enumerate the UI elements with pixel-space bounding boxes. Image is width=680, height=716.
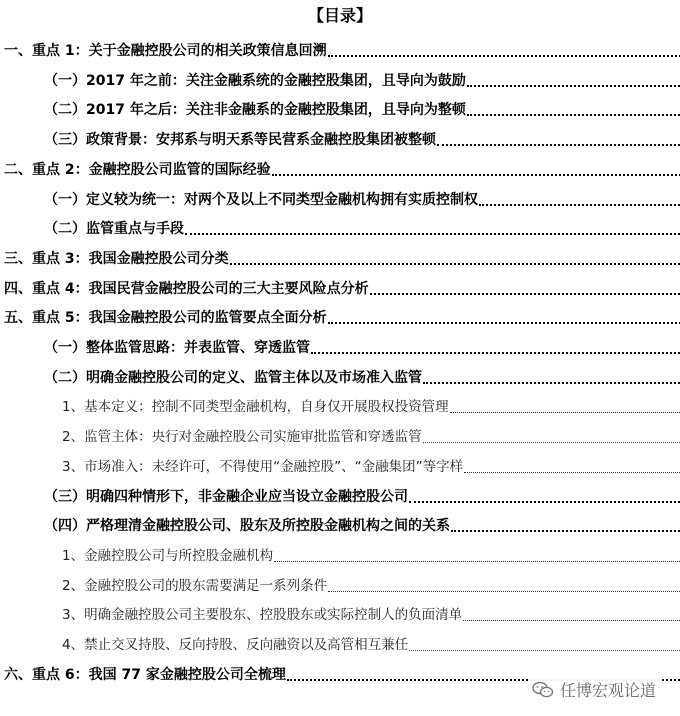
toc-entry-text: （三）明确四种情形下，非金融企业应当设立金融控股公司 [44,489,408,505]
watermark [528,676,660,703]
toc-entry[interactable] [0,544,680,566]
toc-entry[interactable] [0,98,680,120]
toc-leader-dots [479,204,680,206]
toc-entry[interactable] [0,514,680,536]
toc-entry-text: 五、重点 5：我国金融控股公司的监管要点全面分析 [4,310,327,326]
toc-entry[interactable] [0,69,680,91]
toc-entry-text: （二）监管重点与手段 [44,221,184,237]
toc-entry-text: （一）2017 年之前：关注金融系统的金融控股集团，且导向为鼓励 [44,73,466,89]
toc-entry[interactable] [0,217,680,239]
toc-entry-text: 3、明确金融控股公司主要股东、控股股东或实际控制人的负面清单 [62,607,463,623]
toc-entry-text: （二）2017 年之后：关注非金融系的金融控股集团，且导向为整顿 [44,102,466,118]
toc-entry-text: （三）政策背景：安邦系与明天系等民营系金融控股集团被整顿 [44,132,436,148]
toc-leader-dots [423,382,680,384]
watermark-text: 任博宏观论道 [559,681,656,700]
toc-entry-text: 2、金融控股公司的股东需要满足一系列条件 [62,578,328,594]
toc-entry[interactable] [0,336,680,358]
toc-leader-dots [450,412,680,413]
toc-entry-text: 3、市场准入：未经许可，不得使用“金融控股”、“金融集团”等字样 [62,459,464,475]
toc-leader-dots [467,85,680,87]
toc-leader-dots [409,650,680,651]
toc-entry-text: 4、禁止交叉持股、反向持股、反向融资以及高管相互兼任 [62,637,409,653]
toc-entry[interactable] [0,485,680,507]
toc-entry[interactable] [0,306,680,328]
toc-leader-dots [409,501,680,503]
toc-entry[interactable] [0,39,680,61]
toc-entry[interactable] [0,247,680,269]
toc-leader-dots [328,322,680,324]
toc-leader-dots [437,144,680,146]
toc-entry[interactable] [0,158,680,180]
toc-leader-dots [328,55,680,57]
toc-leader-dots [185,233,680,235]
toc-entry-text: 2、监管主体：央行对金融控股公司实施审批监管和穿透监管 [62,429,422,445]
toc-entry-text: 1、金融控股公司与所控股金融机构 [62,548,274,564]
wechat-icon [532,681,554,699]
toc-entry-text: 二、重点 2：金融控股公司监管的国际经验 [4,162,271,178]
toc-leader-dots [311,352,680,354]
toc-entry-text: （二）明确金融控股公司的定义、监管主体以及市场准入监管 [44,370,422,386]
toc-leader-dots [272,174,680,176]
toc-leader-dots [370,293,680,295]
toc-leader-dots [451,530,680,532]
toc-title: 【目录】 [307,6,372,25]
toc-entry-text: （一）整体监管思路：并表监管、穿透监管 [44,340,310,356]
toc-entry-text: 1、基本定义：控制不同类型金融机构，自身仅开展股权投资管理 [62,399,449,415]
toc-entry-text: 三、重点 3：我国金融控股公司分类 [4,251,229,267]
toc-leader-dots [463,620,680,621]
toc-entry[interactable] [0,574,680,596]
toc-entry-text: （一）定义较为统一：对两个及以上不同类型金融机构拥有实质控制权 [44,192,478,208]
toc-entry[interactable] [0,128,680,150]
toc-leader-dots [467,114,680,116]
toc-entry-text: 六、重点 6：我国 77 家金融控股公司全梳理 [4,667,286,683]
toc-entry[interactable] [0,277,680,299]
toc-entry[interactable] [0,395,680,417]
toc-entry[interactable] [0,633,680,655]
toc-leader-dots [230,263,680,265]
toc-entry[interactable] [0,366,680,388]
toc-entry[interactable] [0,455,680,477]
toc-entry[interactable] [0,188,680,210]
toc-entry-text: （四）严格理清金融控股公司、股东及所控股金融机构之间的关系 [44,518,450,534]
toc-leader-dots [328,591,680,592]
toc-leader-dots [274,561,680,562]
toc-entry[interactable] [0,425,680,447]
toc-entry[interactable] [0,603,680,625]
toc-entry-text: 一、重点 1：关于金融控股公司的相关政策信息回溯 [4,43,327,59]
toc-leader-dots [423,442,680,443]
toc-leader-dots [464,472,680,473]
toc-entry-text: 四、重点 4：我国民营金融控股公司的三大主要风险点分析 [4,281,369,297]
